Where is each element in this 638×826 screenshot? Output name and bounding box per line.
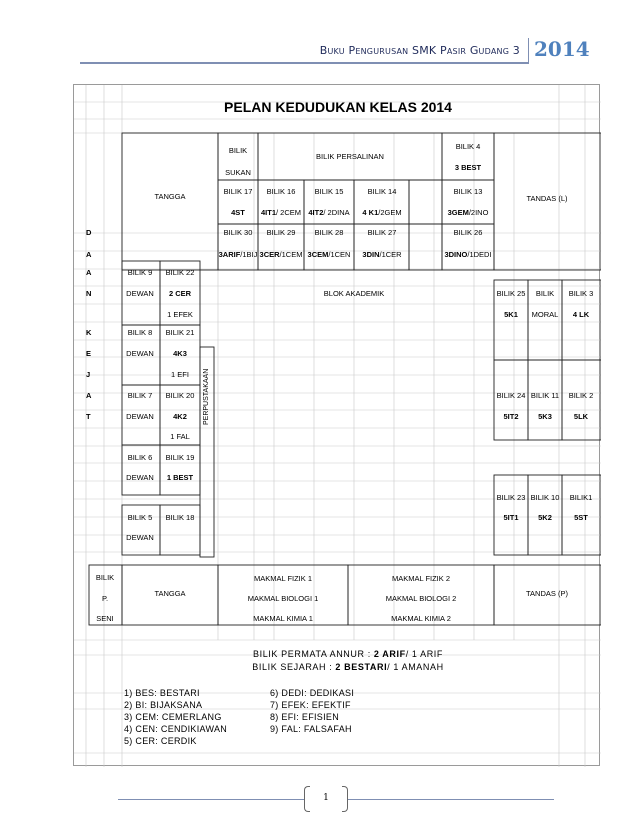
- blok-akademik-label: BLOK AKADEMIK: [323, 289, 385, 298]
- room-class: [362, 250, 401, 260]
- class-code: 4ST: [231, 208, 245, 217]
- room-label: BILIK 16: [266, 187, 296, 196]
- dewan-label: DEWAN: [126, 289, 154, 298]
- tandas-p-label: TANDAS (P): [526, 589, 568, 598]
- room-label: BILIK 24: [496, 391, 526, 400]
- room-class: [219, 250, 258, 260]
- class-code-extra: / 2CEM: [276, 208, 302, 217]
- note-bold: 2 ARIF: [373, 649, 406, 659]
- room-label: BILIK: [535, 289, 555, 298]
- room-label: BILIK 14: [367, 187, 397, 196]
- room-label: BILIK 8: [127, 328, 153, 337]
- room-class: [231, 208, 245, 218]
- room-label: BILIK 9: [127, 268, 153, 277]
- room-label: BILIK 3: [568, 289, 594, 298]
- room-label: BILIK 26: [453, 228, 483, 237]
- side-letter: E: [86, 349, 92, 358]
- room-class: 5K1: [504, 310, 518, 319]
- room-label: BILIK 15: [314, 187, 344, 196]
- page-number: 1: [323, 793, 329, 803]
- header-divider: [528, 38, 529, 64]
- note-bold: 2 BESTARI: [335, 662, 388, 672]
- room-class: 5K3: [538, 412, 552, 421]
- bilik-p-seni-label-3: SENI: [96, 614, 114, 623]
- bilik-persalinan-label: BILIK PERSALINAN: [316, 152, 384, 161]
- footer-rule-right: [348, 799, 554, 800]
- room-label: BILIK 5: [127, 513, 153, 522]
- legend-item: 4) CEN: CENDIKIAWAN: [124, 724, 228, 734]
- room-label: BILIK 2: [568, 391, 594, 400]
- lab-label: MAKMAL BIOLOGI 2: [385, 594, 457, 603]
- room-class: 1 EFEK: [167, 310, 193, 319]
- legend-item: 7) EFEK: EFEKTIF: [270, 700, 351, 710]
- legend-item: 1) BES: BESTARI: [124, 688, 200, 698]
- legend-item: 2) BI: BIJAKSANA: [124, 700, 203, 710]
- room-label: BILIK 6: [127, 453, 153, 462]
- class-code: 4IT2: [308, 208, 324, 217]
- side-letter: A: [86, 268, 92, 277]
- room-label: BILIK 18: [165, 513, 195, 522]
- room-class: [308, 208, 349, 218]
- room-label: BILIK 11: [530, 391, 560, 400]
- room-class: 4K2: [173, 412, 187, 421]
- class-code: 3ARIF: [218, 250, 241, 259]
- room-label: BILIK 27: [367, 228, 397, 237]
- room-class: 4 LK: [572, 310, 590, 319]
- room-label: BILIK 21: [165, 328, 195, 337]
- note-text: BILIK SEJARAH :: [252, 662, 336, 672]
- room-label: BILIK 25: [496, 289, 526, 298]
- dewan-label: DEWAN: [126, 533, 154, 542]
- room-class: 1 FAL: [170, 432, 190, 441]
- classroom-plan-sheet: [73, 84, 600, 766]
- note-line: [252, 662, 443, 673]
- class-code-extra: /1CER: [379, 250, 402, 259]
- lab-label: MAKMAL KIMIA 2: [391, 614, 451, 623]
- legend-item: 5) CER: CERDIK: [124, 736, 197, 746]
- dewan-label: DEWAN: [126, 473, 154, 482]
- room-label: BILIK1: [569, 493, 593, 502]
- room-label: BILIK 7: [127, 391, 153, 400]
- tangga-bottom-label: TANGGA: [154, 589, 186, 598]
- legend-item: 6) DEDI: DEDIKASI: [270, 688, 355, 698]
- note-text: / 1 ARIF: [405, 649, 443, 659]
- room-class: 5K2: [538, 513, 552, 522]
- side-letter: T: [86, 412, 91, 421]
- bilik-4-class: 3 BEST: [454, 163, 482, 172]
- room-class: 1 BEST: [166, 473, 194, 482]
- side-letter: N: [86, 289, 92, 298]
- room-class: [261, 208, 301, 218]
- room-label: BILIK 30: [223, 228, 253, 237]
- room-class: 4K3: [173, 349, 187, 358]
- class-code: 3GEM: [447, 208, 469, 217]
- room-label: BILIK 10: [530, 493, 560, 502]
- side-letter: A: [86, 250, 92, 259]
- bilik-sukan-label-1: BILIK: [228, 146, 248, 155]
- class-code-extra: / 2DINA: [323, 208, 350, 217]
- class-code-extra: /1DEDI: [467, 250, 492, 259]
- legend-item: 3) CEM: CEMERLANG: [124, 712, 222, 722]
- room-class: 5LK: [573, 412, 589, 421]
- room-class: 5IT1: [503, 513, 519, 522]
- perpustakaan-label: PERPUSTAKAAN: [203, 368, 210, 425]
- class-code: 3CER: [259, 250, 280, 259]
- lab-label: MAKMAL KIMIA 1: [253, 614, 313, 623]
- room-label: BILIK 28: [314, 228, 344, 237]
- plan-title: PELAN KEDUDUKAN KELAS 2014: [224, 99, 452, 115]
- lab-label: MAKMAL BIOLOGI 1: [247, 594, 319, 603]
- class-code: 3DIN: [362, 250, 380, 259]
- note-line: [253, 649, 443, 660]
- lab-label: MAKMAL FIZIK 1: [253, 574, 313, 583]
- class-code-extra: /1CEM: [279, 250, 303, 259]
- room-class: [444, 250, 491, 260]
- room-class: 1 EFI: [171, 370, 189, 379]
- bilik-p-seni-label-1: BILIK: [95, 573, 115, 582]
- class-code-extra: /1CEN: [328, 250, 351, 259]
- side-letter: K: [86, 328, 92, 337]
- side-letter: D: [86, 228, 92, 237]
- class-code: 4 K1: [362, 208, 379, 217]
- bilik-sukan-label-2: SUKAN: [225, 168, 251, 177]
- side-letter: A: [86, 391, 92, 400]
- footer-brace-left: [304, 786, 310, 812]
- room-class: 2 CER: [168, 289, 192, 298]
- header-year: 2014: [534, 37, 590, 61]
- room-label: BILIK 20: [165, 391, 195, 400]
- class-code: 3DINO: [444, 250, 468, 259]
- lab-label: MAKMAL FIZIK 2: [391, 574, 451, 583]
- dewan-label: DEWAN: [126, 412, 154, 421]
- tangga-top-label: TANGGA: [154, 192, 186, 201]
- tandas-l-label: TANDAS (L): [526, 194, 568, 203]
- room-label: BILIK 22: [165, 268, 195, 277]
- footer-rule-left: [118, 799, 304, 800]
- room-label: BILIK 17: [223, 187, 253, 196]
- room-class: 5IT2: [503, 412, 519, 421]
- room-label: BILIK 13: [453, 187, 483, 196]
- dewan-label: DEWAN: [126, 349, 154, 358]
- room-class: [362, 208, 401, 218]
- note-text: BILIK PERMATA ANNUR :: [253, 649, 374, 659]
- legend-item: 8) EFI: EFISIEN: [270, 712, 340, 722]
- side-letter: J: [86, 370, 91, 379]
- class-code-extra: /2GEM: [378, 208, 402, 217]
- room-class: MORAL: [531, 310, 559, 319]
- class-code-extra: /2INO: [468, 208, 489, 217]
- room-label: BILIK 23: [496, 493, 526, 502]
- room-class: [308, 250, 351, 260]
- header-rule: [80, 62, 528, 64]
- class-code: 4IT1: [260, 208, 276, 217]
- bilik-4-label: BILIK 4: [455, 142, 481, 151]
- room-class: [448, 208, 489, 218]
- class-code: 3CEM: [307, 250, 329, 259]
- legend-item: 9) FAL: FALSAFAH: [270, 724, 352, 734]
- room-label: BILIK 19: [165, 453, 195, 462]
- bilik-p-seni-label-2: P.: [101, 594, 109, 603]
- note-text: / 1 AMANAH: [387, 662, 444, 672]
- room-label: BILIK 29: [266, 228, 296, 237]
- room-class: 5ST: [574, 513, 588, 522]
- room-class: [260, 250, 303, 260]
- header-title: Buku Pengurusan SMK Pasir Gudang 3: [319, 44, 520, 57]
- class-code-extra: /1BIJ: [240, 250, 258, 259]
